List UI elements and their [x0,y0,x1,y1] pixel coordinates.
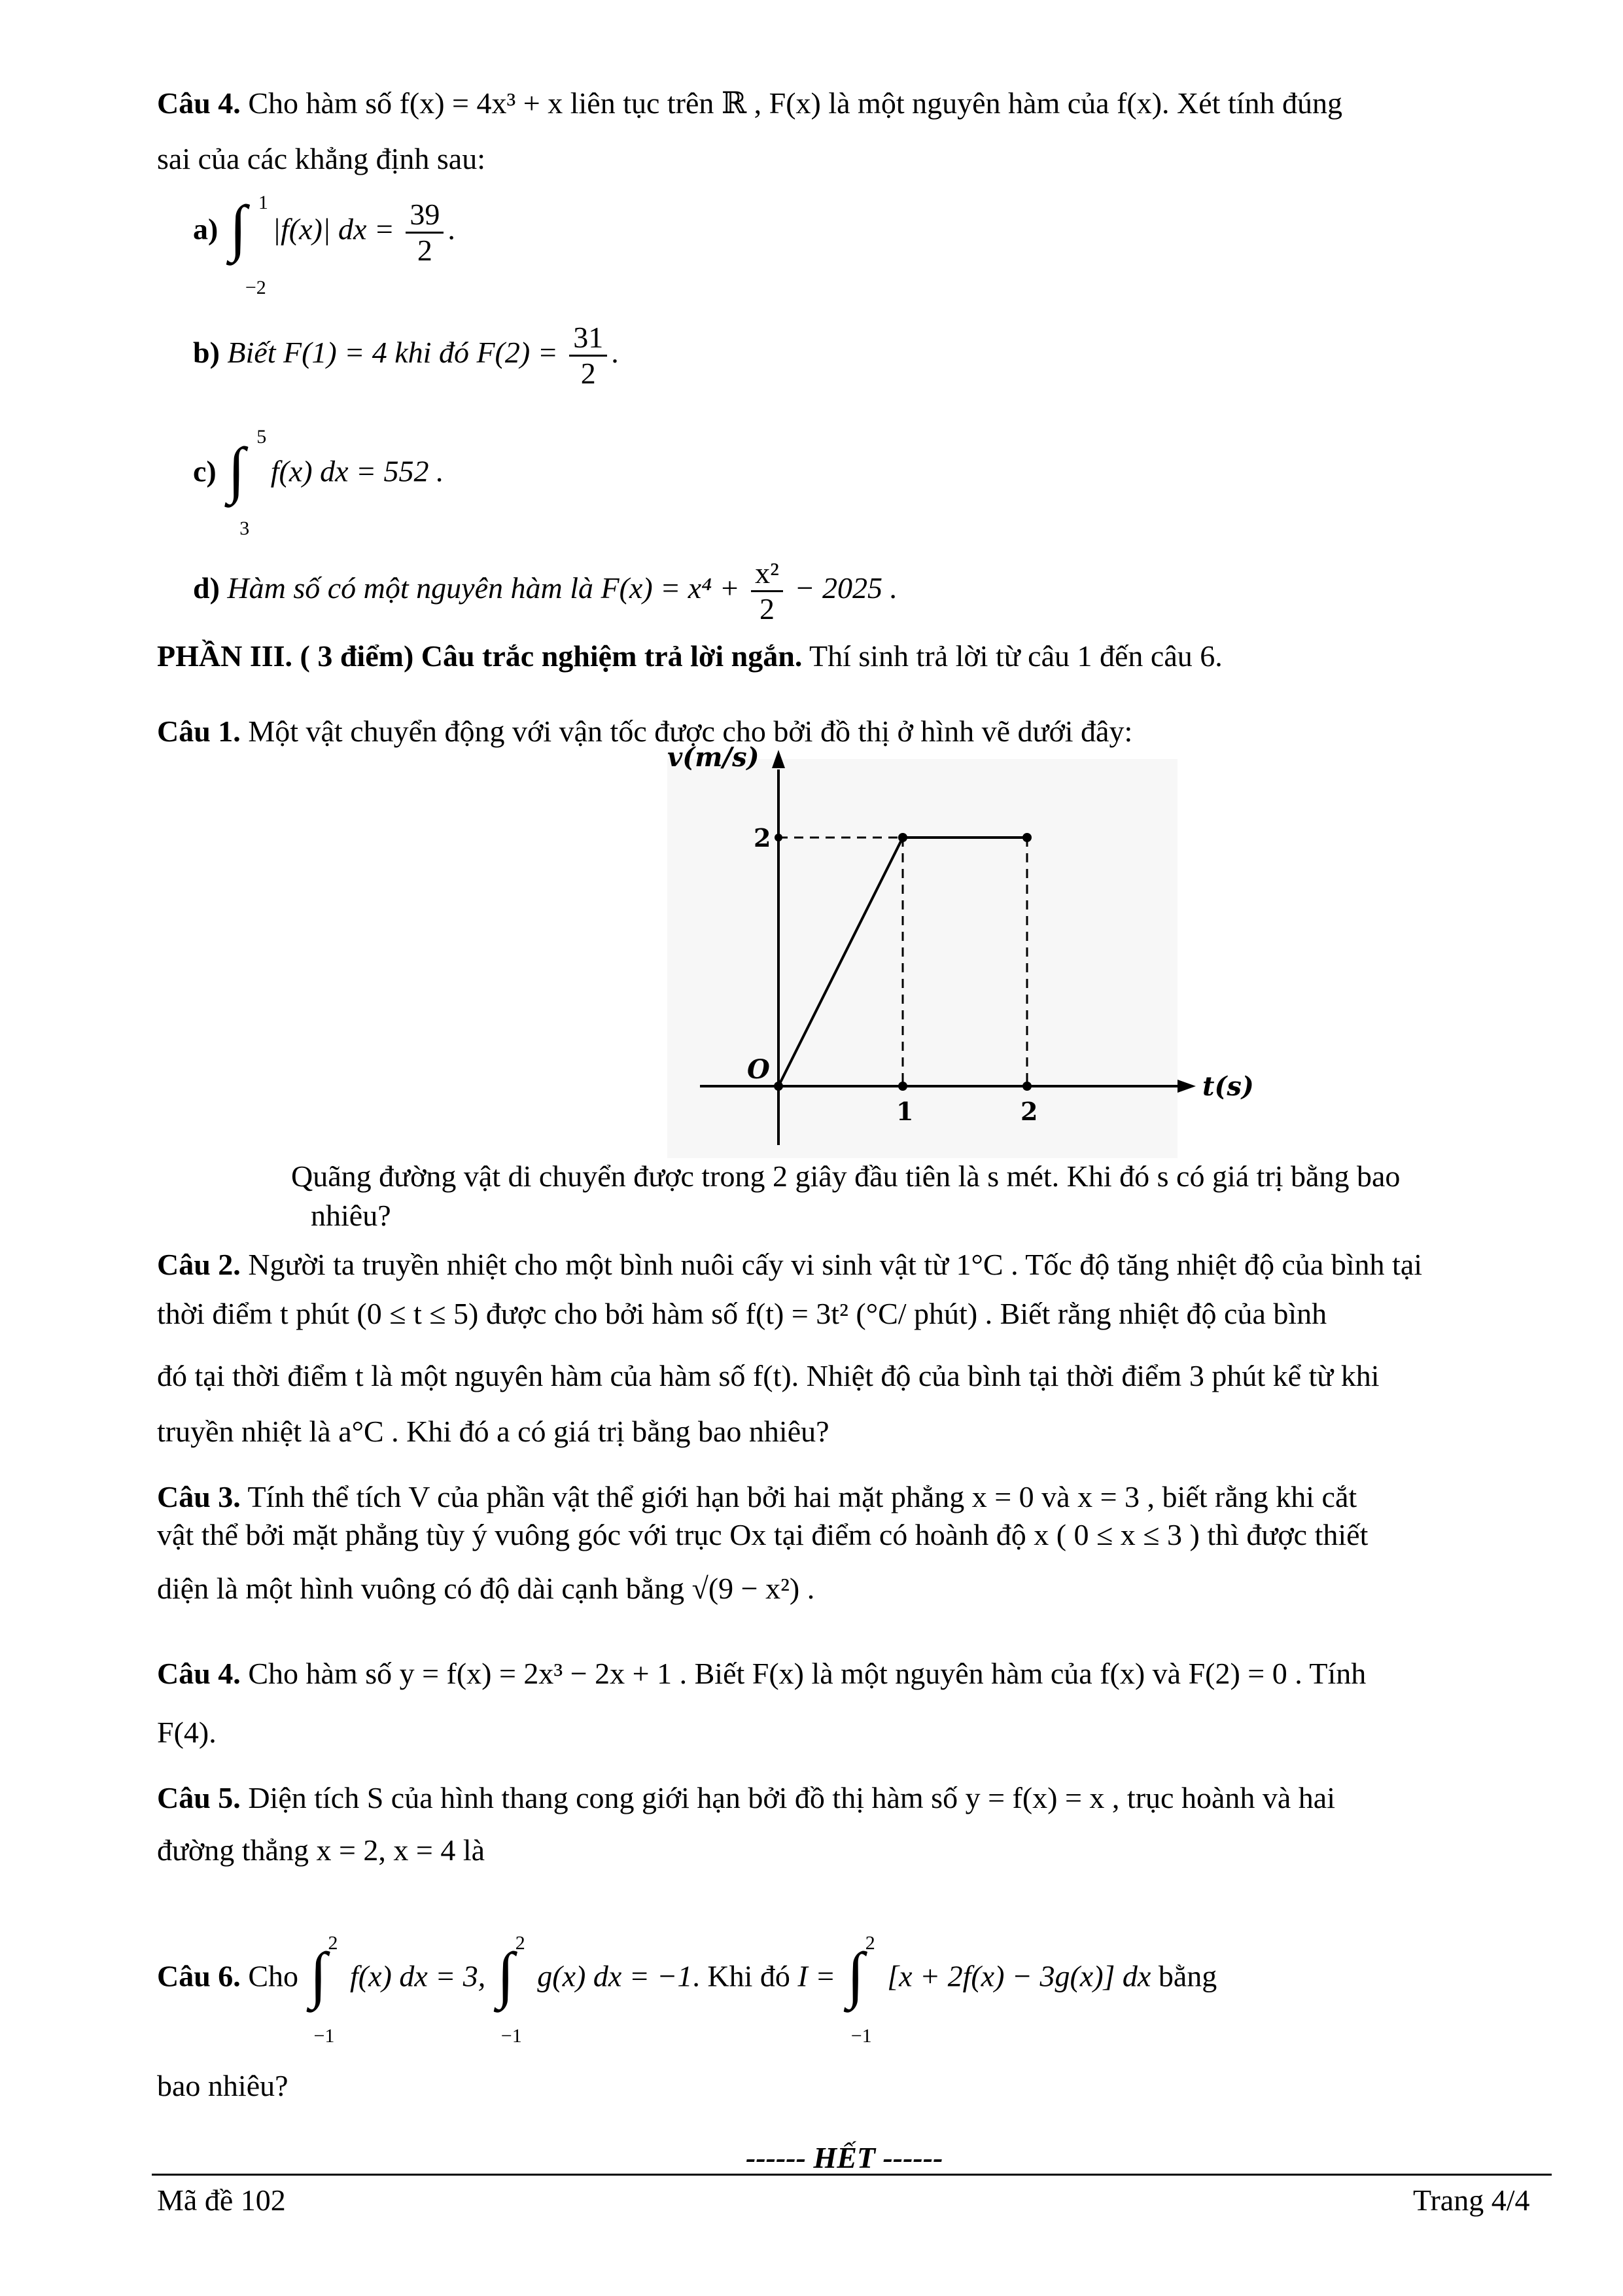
p2-header: Câu 2. [157,1248,241,1281]
p6-cho: Cho [248,1959,298,1993]
integral-c: ∫ 5 3 [224,432,263,517]
data-point-1 [898,833,907,842]
q4-b-den: 2 [580,357,596,390]
q4-d-fraction [751,556,783,626]
y-axis-label: v(m/s) [667,742,759,773]
p5-line2: đường thẳng x = 2, x = 4 là [157,1833,485,1867]
q4-c-lower: 3 [239,518,250,539]
p2-line1 [157,1246,1422,1283]
q4-item-b: b) Biết F(1) = 4 khi đó F(2) = $\frac{31}{2}$ . [193,321,619,390]
q4-b-num: 31 [569,321,607,357]
q4-d-tail: − 2025 . [794,571,898,605]
q4-item-d [193,556,898,626]
part3-heading [157,638,1223,675]
data-point-2 [1022,833,1032,842]
q4-a-body: |f(x)| dx = [272,212,394,246]
p3-line2: vật thể bởi mặt phẳng tùy ý vuông góc với trục Ox tại điểm có hoành độ x ( 0 ≤ x ≤ 3 ) thì được thiết [157,1518,1369,1551]
p1-question-line2: nhiêu? [311,1199,391,1232]
q4-a-lower: −2 [245,277,266,298]
p3-text1: Tính thể tích V của phần vật thể giới hạn bởi hai mặt phẳng x = 0 và x = 3 , biết rằng khi cắt [247,1480,1357,1513]
q4-c-body: f(x) dx = 552 . [270,454,444,488]
integral-6c: ∫ 2 −1 [843,1937,880,2022]
p6-I: I = [797,1959,836,1993]
q4-item-c [193,426,444,539]
p6-lower-1: −1 [313,2025,335,2047]
q4-b-label: b) [193,336,220,370]
p1-text: Một vật chuyển động với vận tốc được cho bởi đồ thị ở hình vẽ dưới đây: [248,715,1133,748]
p6-lower-3: −1 [850,2025,872,2047]
q4-d-label: d) [193,571,220,605]
p6-bang: bằng [1158,1959,1217,1993]
p6-integral1: f(x) dx = 3, [350,1959,486,1993]
axis-point-2 [1022,1082,1032,1091]
q4-intro: Cho hàm số f(x) = 4x³ + x liên tục trên ℝ , F(x) là một nguyên hàm của f(x). Xét tính đúng [248,86,1343,120]
p5-header: Câu 5. [157,1781,241,1814]
p2-text1: Người ta truyền nhiệt cho một bình nuôi cấy vi sinh vật từ 1°C . Tốc độ tăng nhiệt độ của bình tại [248,1248,1423,1281]
p6-khi: . Khi đó [692,1959,790,1993]
origin-label: O [747,1054,770,1085]
p4-header: Câu 4. [157,1657,241,1690]
q4-d-num: x² [751,556,783,592]
x-axis-label: t(s) [1202,1071,1254,1102]
p3-line3: diện là một hình vuông có độ dài cạnh bằng √(9 − x²) . [157,1572,815,1605]
p4-line2: F(4). [157,1716,217,1749]
p2-line2: thời điểm t phút (0 ≤ t ≤ 5) được cho bởi hàm số f(t) = 3t² (°C/ phút) . Biết rằng nhiệt độ của bình [157,1297,1327,1330]
integral-6a: ∫ 2 −1 [306,1937,343,2022]
footer-rule [152,2174,1552,2176]
q4-d-body: Hàm số có một nguyên hàm là F(x) = x⁴ + [227,571,740,605]
data-point-0 [774,1082,783,1091]
q4-a-label: a) [193,212,218,246]
q4-c-label: c) [193,454,217,488]
q4-intro-line2: sai của các khẳng định sau: [157,142,485,175]
p1-line [157,713,1132,750]
p4-line1 [157,1655,1366,1692]
p6-line2: bao nhiêu? [157,2069,288,2102]
p5-text1: Diện tích S của hình thang cong giới hạn bởi đồ thị hàm số y = f(x) = x , trục hoành và hai [248,1781,1335,1814]
p6-lower-2: −1 [500,2025,522,2047]
footer-exam-code: Mã đề 102 [157,2183,286,2217]
p6-header: Câu 6. [157,1959,241,1993]
q4-a-num: 39 [406,198,444,234]
q4-item-a: a) ∫ 1 −2 |f(x)| dx = $\frac{39}{2}$ . [193,190,455,288]
p6-upper-3: 2 [865,1932,875,1954]
q4-a-den: 2 [417,233,432,267]
integral-a: ∫ 1 −2 [226,190,265,275]
p6-upper-2: 2 [515,1932,525,1954]
axis-point-1 [898,1082,907,1091]
footer-page-number: Trang 4/4 [1413,2183,1530,2217]
y-tick-label-2: 2 [754,823,771,853]
p4-text1: Cho hàm số y = f(x) = 2x³ − 2x + 1 . Biết F(x) là một nguyên hàm của f(x) và F(2) = 0 . Tính [248,1657,1367,1690]
t-axis-arrow [1178,1080,1196,1093]
q4-a-fraction [406,198,444,268]
axis-point-y2 [775,834,782,841]
p2-line4: truyền nhiệt là a°C . Khi đó a có giá trị bằng bao nhiêu? [157,1415,829,1448]
part3-title: PHẦN III. ( 3 điểm) Câu trắc nghiệm trả lời ngắn. [157,639,803,673]
x-tick-label-1: 1 [896,1097,914,1126]
q4-b-fraction [569,321,607,391]
q4-header: Câu 4. [157,86,241,120]
p1-question-line1: Quãng đường vật di chuyển được trong 2 giây đầu tiên là s mét. Khi đó s có giá trị bằng bao [291,1159,1401,1193]
q4-intro-line [157,85,1342,122]
integral-6b: ∫ 2 −1 [493,1937,530,2022]
velocity-chart [661,742,1254,1165]
p1-header: Câu 1. [157,715,241,748]
q4-c-upper: 5 [256,426,267,448]
x-tick-label-2: 2 [1021,1097,1038,1126]
end-mark: ------ HẾT ------ [746,2141,943,2174]
q4-b-body: Biết F(1) = 4 khi đó F(2) = [227,336,558,370]
p3-line1 [157,1479,1357,1515]
q4-d-den: 2 [759,592,775,626]
p6-integral3: [x + 2f(x) − 3g(x)] dx [887,1959,1151,1993]
p6-upper-1: 2 [328,1932,338,1954]
part3-instruction: Thí sinh trả lời từ câu 1 đến câu 6. [809,639,1223,673]
chart-background [667,759,1178,1158]
p6-line1 [157,1932,1217,2047]
q4-a-upper: 1 [258,192,268,213]
p6-integral2: g(x) dx = −1 [537,1959,693,1993]
p5-line1 [157,1780,1335,1816]
p2-line3: đó tại thời điểm t là một nguyên hàm của hàm số f(t). Nhiệt độ của bình tại thời điểm 3 phút kể từ khi [157,1359,1380,1392]
p3-header: Câu 3. [157,1480,241,1513]
